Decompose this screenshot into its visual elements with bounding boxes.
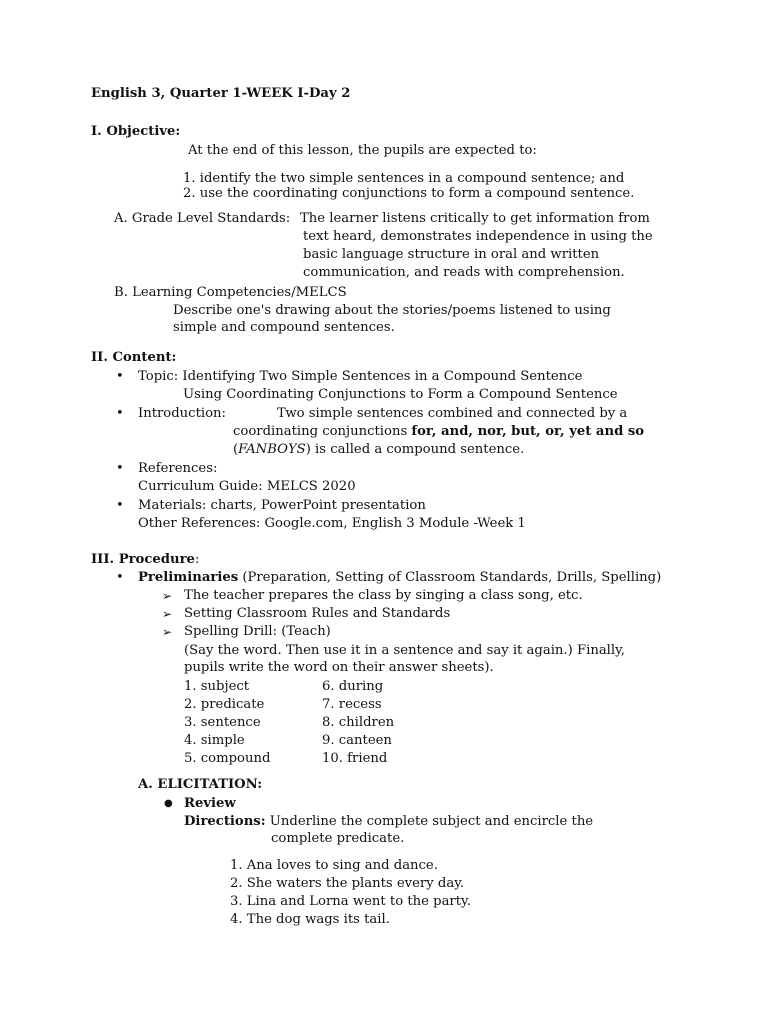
introduction-text — [233, 423, 644, 441]
grade-standards-text: communication, and reads with comprehension. — [303, 265, 625, 280]
directions — [184, 813, 593, 831]
drill-note: (Say the word. Then use it in a sentence and say it again.) Finally, — [184, 643, 626, 658]
competencies-label: B. Learning Competencies/MELCS — [114, 285, 347, 300]
fanboys-list: for, and, nor, but, or, yet and so — [411, 424, 645, 439]
spelling-word: 10. friend — [322, 751, 388, 766]
introduction-label: • Introduction: — [138, 405, 226, 423]
objective-heading: I. Objective: — [91, 124, 181, 139]
procedure-heading-text: III. Procedure — [91, 552, 195, 567]
grade-standards-text: text heard, demonstrates independence in using the — [303, 229, 653, 244]
topic-line: • Topic: Identifying Two Simple Sentences in a Compound Sentence — [138, 368, 582, 386]
review-sentence: 3. Lina and Lorna went to the party. — [230, 894, 471, 909]
introduction-text: Two simple sentences combined and connected by a — [277, 406, 628, 421]
grade-standards-label: A. Grade Level Standards: — [114, 211, 291, 226]
elicitation-heading: A. ELICITATION: — [138, 777, 263, 792]
spelling-word: 7. recess — [322, 697, 382, 712]
materials: • Materials: charts, PowerPoint presentation — [138, 497, 426, 515]
preliminaries-label: Preliminaries — [138, 570, 239, 585]
spelling-word: 2. predicate — [184, 697, 265, 712]
other-references: Other References: Google.com, English 3 Module -Week 1 — [138, 516, 526, 531]
preliminaries — [138, 569, 661, 587]
spelling-word: 4. simple — [184, 733, 245, 748]
spelling-word: 9. canteen — [322, 733, 392, 748]
objective-intro: At the end of this lesson, the pupils are expected to: — [188, 143, 537, 158]
objective-item: 2. use the coordinating conjunctions to form a compound sentence. — [183, 186, 635, 201]
procedure-heading — [91, 551, 199, 569]
drill-note: pupils write the word on their answer sheets). — [184, 660, 494, 675]
document-title: English 3, Quarter 1-WEEK I-Day 2 — [91, 86, 351, 101]
spelling-word: 5. compound — [184, 751, 271, 766]
content-heading: II. Content: — [91, 350, 177, 365]
preliminaries-text: (Preparation, Setting of Classroom Standards, Drills, Spelling) — [238, 570, 662, 585]
competencies-text: Describe one's drawing about the stories/poems listened to using — [173, 303, 611, 318]
review-sentence: 2. She waters the plants every day. — [230, 876, 465, 891]
procedure-heading-colon: : — [194, 552, 200, 567]
spelling-word: 6. during — [322, 679, 384, 694]
introduction-text-part: ) is called a compound sentence. — [305, 442, 525, 457]
competencies-text: simple and compound sentences. — [173, 320, 395, 335]
grade-standards-text: The learner listens critically to get information from — [300, 211, 650, 226]
introduction-text-part: coordinating conjunctions — [233, 424, 412, 439]
directions-label: Directions: — [184, 814, 266, 829]
directions-text: complete predicate. — [271, 831, 405, 846]
objective-item: 1. identify the two simple sentences in a compound sentence; and — [183, 171, 625, 186]
references-label: • References: — [138, 460, 217, 478]
introduction-text-part: ( — [233, 442, 239, 457]
directions-text: Underline the complete subject and encircle the — [265, 814, 594, 829]
review-label: ● Review — [184, 795, 236, 813]
topic-line: Using Coordinating Conjunctions to Form a Compound Sentence — [183, 387, 618, 402]
grade-standards-text: basic language structure in oral and written — [303, 247, 600, 262]
curriculum-guide: Curriculum Guide: MELCS 2020 — [138, 479, 356, 494]
review-sentence: 4. The dog wags its tail. — [230, 912, 390, 927]
introduction-text — [233, 441, 524, 459]
procedure-step: ➢ The teacher prepares the class by singing a class song, etc. — [184, 587, 583, 605]
procedure-step: ➢ Spelling Drill: (Teach) — [184, 623, 331, 641]
fanboys-term: FANBOYS — [238, 442, 306, 457]
spelling-word: 1. subject — [184, 679, 250, 694]
procedure-step: ➢ Setting Classroom Rules and Standards — [184, 605, 450, 623]
spelling-word: 8. children — [322, 715, 395, 730]
review-sentence: 1. Ana loves to sing and dance. — [230, 858, 438, 873]
spelling-word: 3. sentence — [184, 715, 261, 730]
